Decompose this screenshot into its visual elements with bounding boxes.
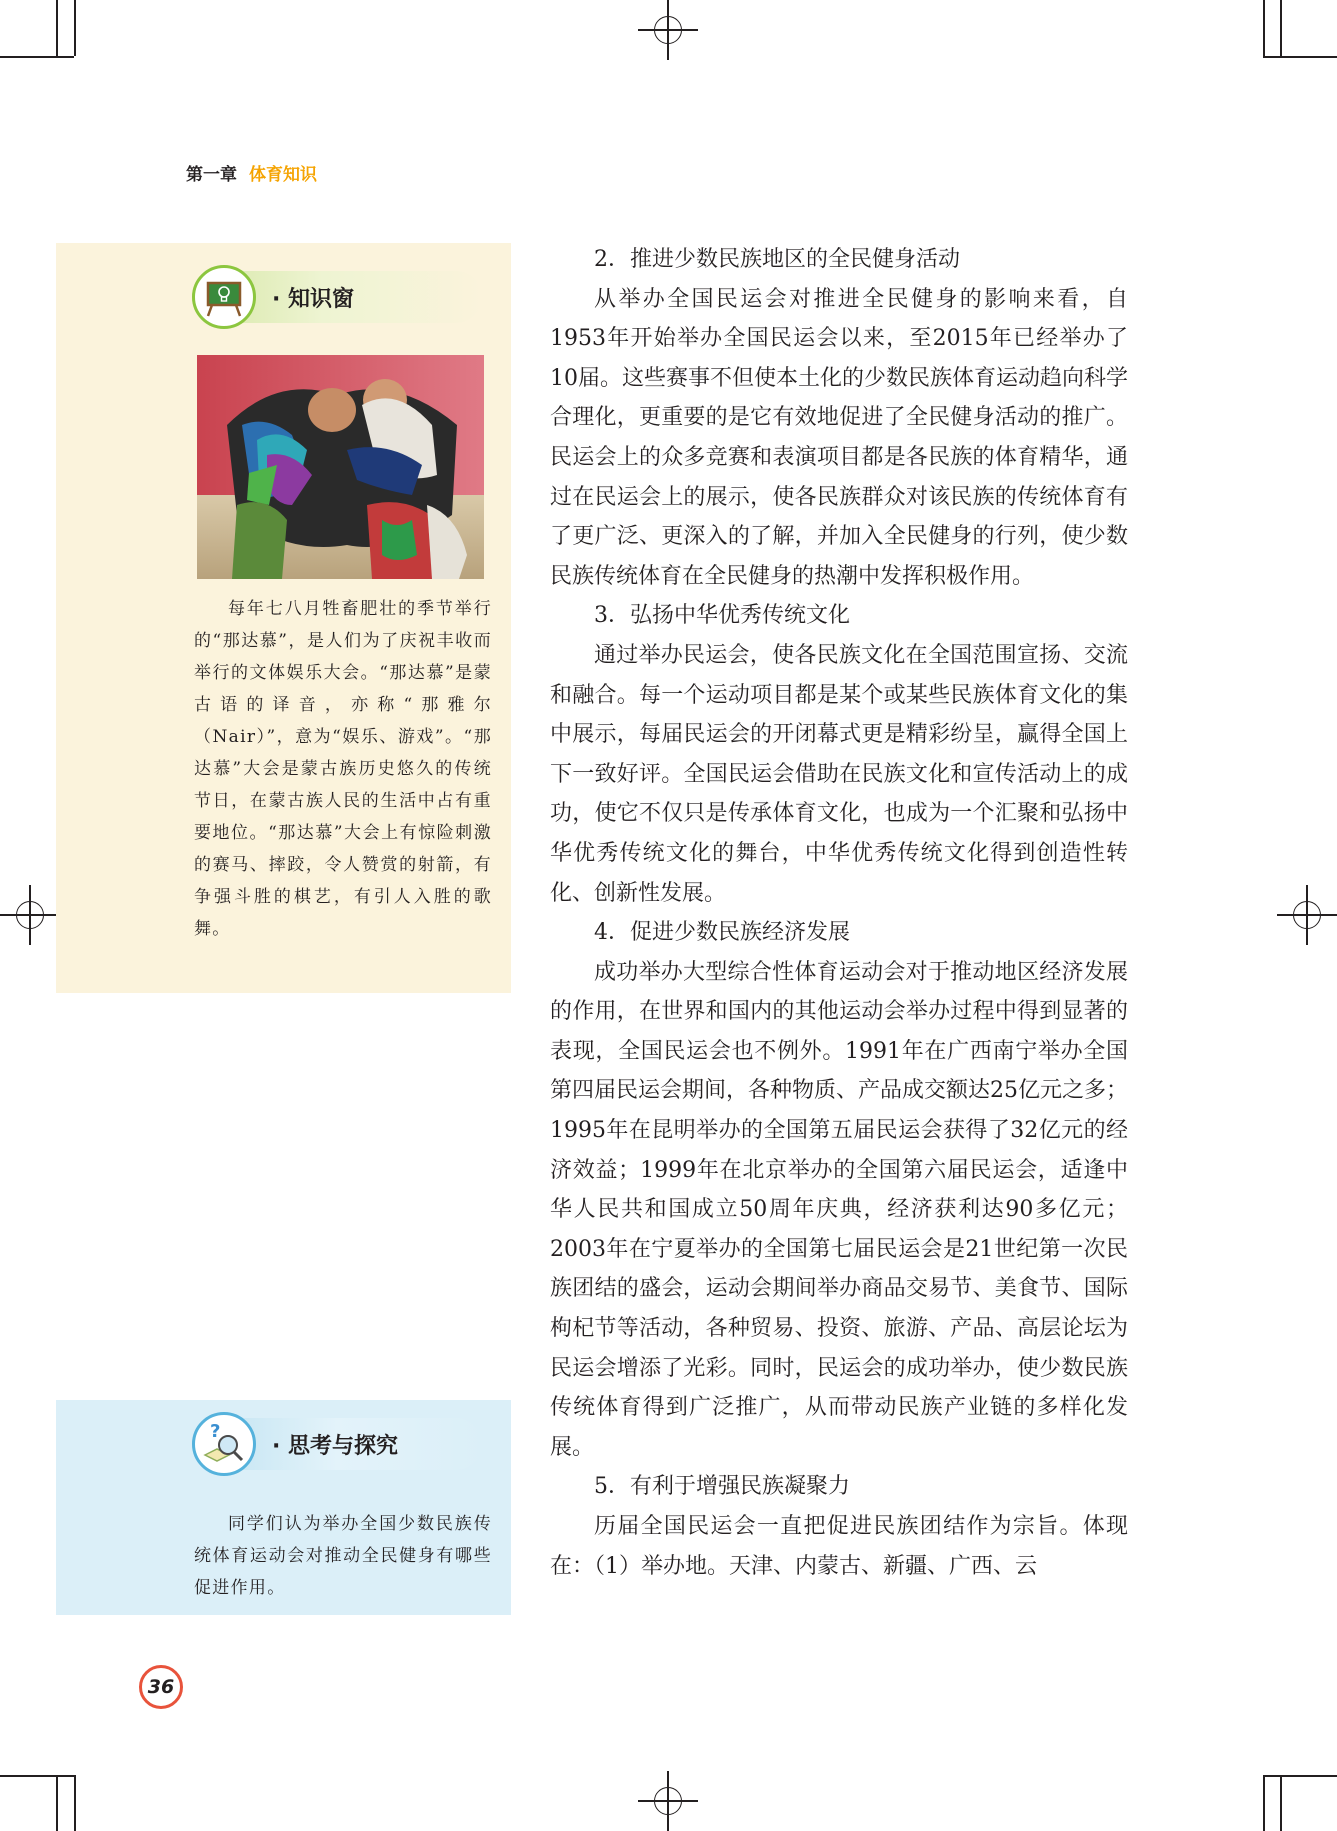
registration-mark (638, 0, 698, 60)
section-heading-5: 5．有利于增强民族凝聚力 (594, 1474, 850, 1500)
section-heading-3: 3．弘扬中华优秀传统文化 (594, 603, 850, 629)
knowledge-window-title: · 知识窗 (272, 286, 355, 312)
nadam-wrestling-photo (197, 355, 484, 579)
knowledge-window-box (56, 243, 511, 993)
registration-mark (1277, 885, 1337, 945)
topic-label: 体育知识 (249, 165, 317, 185)
section-heading-2: 2．推进少数民族地区的全民健身活动 (594, 247, 960, 272)
registration-mark (0, 885, 60, 945)
main-text-column (550, 240, 1128, 1586)
crop-mark (1280, 1775, 1282, 1831)
svg-text:?: ? (210, 1421, 221, 1442)
blackboard-lightbulb-icon (192, 265, 256, 329)
crop-mark (56, 0, 58, 56)
registration-mark (638, 1771, 698, 1831)
crop-mark (56, 1775, 58, 1831)
section-heading-4: 4．促进少数民族经济发展 (594, 920, 850, 946)
crop-mark (0, 56, 74, 58)
crop-mark (1263, 56, 1337, 58)
crop-mark (0, 1775, 74, 1777)
crop-mark (1263, 1775, 1337, 1777)
section-paragraph-5: 历届全国民运会一直把促进民族团结作为宗旨。体现在：（1）举办地。天津、内蒙古、新疆、广西、云 (550, 1514, 1128, 1579)
section-paragraph-3: 通过举办民运会，使各民族文化在全国范围宣扬、交流和融合。每一个运动项目都是某个或某些民族体育文化的集中展示，每届民运会的开闭幕式更是精彩纷呈，赢得全国上下一致好评。全国民运会借助在民族文化和宣传活动上的成功，使它不仅只是传承体育文化，也成为一个汇聚和弘扬中华优秀传统文化的舞台，中华优秀传统文化得到创造性转化、创新性发展。 (550, 642, 1128, 906)
section-paragraph-2: 从举办全国民运会对推进全民健身的影响来看，自1953年开始举办全国民运会以来，至2015年已经举办了10届。这些赛事不但使本土化的少数民族体育运动趋向科学合理化，更重要的是它有效地促进了全民健身活动的推广。民运会上的众多竞赛和表演项目都是各民族的体育精华，通过在民运会上的展示，使各民族群众对该民族的传统体育有了更广泛、更深入的了解，并加入全民健身的行列，使少数民族传统体育在全民健身的热潮中发挥积极作用。 (550, 286, 1128, 589)
crop-mark (1263, 1775, 1265, 1831)
magnifier-question-icon (192, 1412, 256, 1476)
knowledge-window-badge (192, 271, 482, 323)
crop-mark (74, 1775, 76, 1831)
running-header (186, 160, 317, 185)
think-explore-box (56, 1400, 511, 1615)
chapter-label: 第一章 (186, 165, 237, 185)
knowledge-window-caption: 每年七八月牲畜肥壮的季节举行的“那达慕”，是人们为了庆祝丰收而举行的文体娱乐大会。“那达慕”是蒙古语的译音，亦称“那雅尔（Nair）”，意为“娱乐、游戏”。“那达慕”大会是蒙古族历史悠久的传统节日，在蒙古族人民的生活中占有重要地位。“那达慕”大会上有惊险刺激的赛马、摔跤，令人赞赏的射箭，有争强斗胜的棋艺，有引人入胜的歌舞。 (194, 599, 492, 939)
think-explore-badge (192, 1418, 482, 1470)
crop-mark (1263, 0, 1265, 56)
think-explore-question: 同学们认为举办全国少数民族传统体育运动会对推动全民健身有哪些促进作用。 (194, 1514, 492, 1598)
page-number: 36 (139, 1665, 183, 1709)
crop-mark (74, 0, 76, 56)
section-paragraph-4: 成功举办大型综合性体育运动会对于推动地区经济发展的作用，在世界和国内的其他运动会举办过程中得到显著的表现，全国民运会也不例外。1991年在广西南宁举办全国第四届民运会期间，各种物质、产品成交额达25亿元之多；1995年在昆明举办的全国第五届民运会获得了32亿元的经济效益；1999年在北京举办的全国第六届民运会，适逢中华人民共和国成立50周年庆典，经济获利达90多亿元；2003年在宁夏举办的全国第七届民运会是21世纪第一次民族团结的盛会，运动会期间举办商品交易节、美食节、国际枸杞节等活动，各种贸易、投资、旅游、产品、高层论坛为民运会增添了光彩。同时，民运会的成功举办，使少数民族传统体育得到广泛推广，从而带动民族产业链的多样化发展。 (550, 959, 1128, 1460)
think-explore-title: · 思考与探究 (272, 1433, 399, 1459)
crop-mark (1280, 0, 1282, 56)
